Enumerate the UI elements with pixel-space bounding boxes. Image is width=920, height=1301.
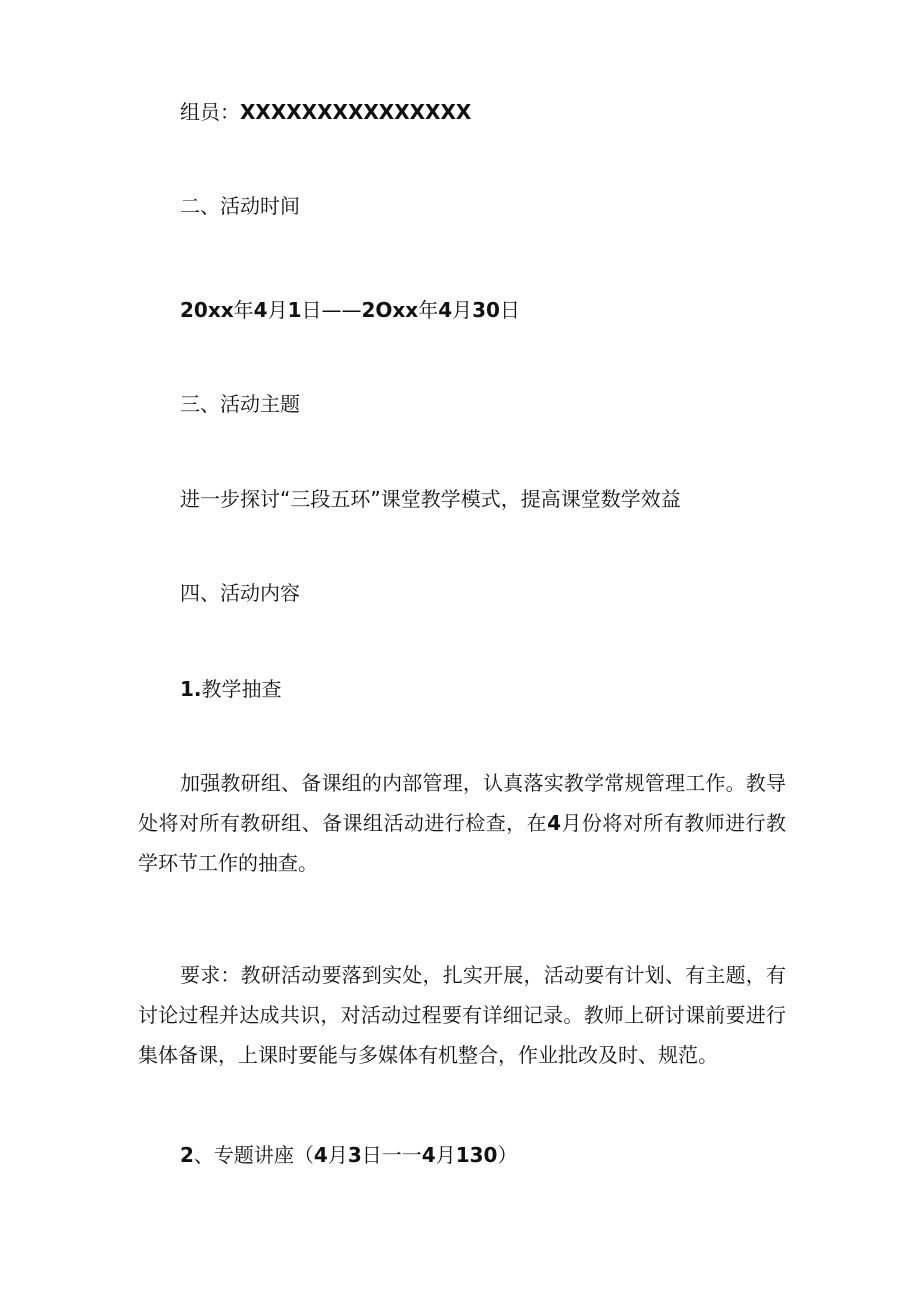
item2-heading xyxy=(180,1141,517,1169)
time-end-month-char: 月 xyxy=(452,298,473,322)
section-heading-theme: 三、活动主题 xyxy=(180,392,300,416)
item2-d1-month: 4 xyxy=(313,1143,328,1167)
item2-d1-day: 3 xyxy=(347,1143,362,1167)
time-start-day-char: 日 xyxy=(301,298,322,322)
item2-d2-month-char: 月 xyxy=(435,1143,456,1167)
item2-d2-month: 4 xyxy=(421,1143,436,1167)
time-dash: —— xyxy=(321,298,362,322)
time-end-year: 2Oxx xyxy=(361,298,419,322)
item2-close-paren: ） xyxy=(497,1143,518,1167)
paragraph-inspection xyxy=(138,763,786,883)
time-start-month-char: 月 xyxy=(267,298,288,322)
item1-number: 1. xyxy=(180,677,202,701)
time-range-line xyxy=(180,296,520,324)
time-start-year: 20xx xyxy=(180,298,234,322)
time-end-day: 30 xyxy=(472,298,500,322)
item2-title: 、专题讲座（ xyxy=(193,1143,314,1167)
members-value: XXXXXXXXXXXXXXX xyxy=(240,100,472,124)
time-end-year-char: 年 xyxy=(418,298,439,322)
time-start-month: 4 xyxy=(253,298,268,322)
item2-d1-month-char: 月 xyxy=(327,1143,348,1167)
item1-heading xyxy=(180,675,282,703)
paragraph-requirements: 要求：教研活动要落到实处，扎实开展，活动要有计划、有主题，有讨论过程并达成共识，对活动过程要有详细记录。教师上研讨课前要进行集体备课，上课时要能与多媒体有机整合，作业批改及时、规范。 xyxy=(138,963,786,1067)
item2-d1-day-char: 日 xyxy=(361,1143,382,1167)
members-line xyxy=(180,98,471,126)
time-start-year-char: 年 xyxy=(233,298,254,322)
section-heading-time: 二、活动时间 xyxy=(180,194,300,218)
theme-text: 进一步探讨“三段五环”课堂教学模式，提高课堂数学效益 xyxy=(180,487,681,511)
time-end-month: 4 xyxy=(438,298,453,322)
time-start-day: 1 xyxy=(287,298,302,322)
item2-number: 2 xyxy=(180,1143,194,1167)
item1-title: 教学抽查 xyxy=(201,677,282,701)
members-label: 组员： xyxy=(180,100,240,124)
paragraph-inspection-part2: 月份将对所有教师进行教学环节工作的抽查。 xyxy=(138,811,787,875)
section-heading-content: 四、活动内容 xyxy=(180,581,300,605)
paragraph-inspection-number: 4 xyxy=(547,811,562,835)
paragraph-inspection-part1: 加强教研组、备课组的内部管理，认真落实教学常规管理工作。教导处将对所有教研组、备课组活动进行检查，在 xyxy=(138,771,786,835)
item2-d2-tail: 130 xyxy=(455,1143,498,1167)
item2-dash: 一一 xyxy=(381,1143,422,1167)
time-end-day-char: 日 xyxy=(499,298,520,322)
